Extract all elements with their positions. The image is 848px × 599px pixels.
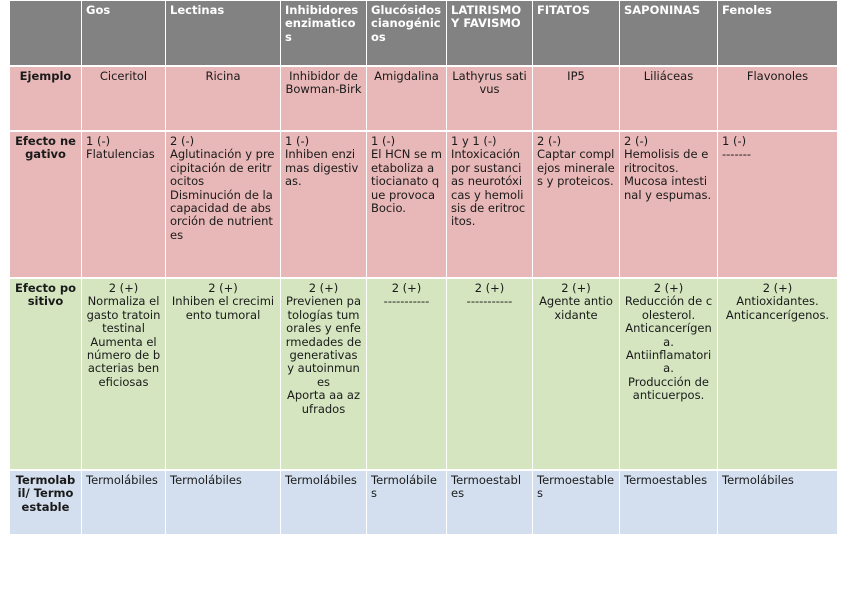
table-cell: 2 (+) Agente antioxidante	[533, 279, 620, 471]
table-cell: Termolábiles	[367, 471, 447, 536]
table-cell: 1 (-) -------	[718, 132, 838, 279]
table-cell: 2 (+) Normaliza el gasto tratointestinal Aumenta el número de bacterias beneficiosas	[82, 279, 166, 471]
row-label-ejemplo: Ejemplo	[10, 67, 82, 132]
header-row	[10, 1, 838, 67]
table-cell: Termolábiles	[281, 471, 367, 536]
header-latirismo: LATIRISMO Y FAVISMO	[447, 1, 533, 67]
table-cell: 1 (-) Inhiben enzimas digestivas.	[281, 132, 367, 279]
table-cell: Ciceritol	[82, 67, 166, 132]
table-cell: Termolábiles	[718, 471, 838, 536]
table-cell: Flavonoles	[718, 67, 838, 132]
table-cell: 1 (-) El HCN se metaboliza a tiocianato que provoca Bocio.	[367, 132, 447, 279]
header-fenoles: Fenoles	[718, 1, 838, 67]
table-cell: Liliáceas	[620, 67, 718, 132]
table-cell: Amigdalina	[367, 67, 447, 132]
table-cell: IP5	[533, 67, 620, 132]
table-cell: 1 y 1 (-) Intoxicación por sustancias neurotóxicas y hemolisis de eritrocitos.	[447, 132, 533, 279]
table-cell: Termoestables	[620, 471, 718, 536]
header-fitatos: FITATOS	[533, 1, 620, 67]
table-row	[10, 132, 838, 279]
header-saponinas: SAPONINAS	[620, 1, 718, 67]
table-row	[10, 279, 838, 471]
table-row	[10, 471, 838, 536]
table-cell: 2 (+) -----------	[367, 279, 447, 471]
table-cell: 2 (-) Hemolisis de eritrocitos. Mucosa intestinal y espumas.	[620, 132, 718, 279]
table-row	[10, 67, 838, 132]
row-label-termolabil: Termolabil/ Termoestable	[10, 471, 82, 536]
table-cell: 2 (-) Aglutinación y precipitación de eritrocitos Disminución de la capacidad de absorción de nutrientes	[166, 132, 281, 279]
header-gos: Gos	[82, 1, 166, 67]
row-label-efecto-negativo: Efecto negativo	[10, 132, 82, 279]
table-cell: 2 (+) -----------	[447, 279, 533, 471]
table-cell: Termolábiles	[166, 471, 281, 536]
table-cell: Termolábiles	[82, 471, 166, 536]
table-cell: 2 (+) Reducción de colesterol. Anticancerígena. Antiinflamatoria. Producción de anticuerpos.	[620, 279, 718, 471]
header-inhibidores: Inhibidores enzimaticos	[281, 1, 367, 67]
header-corner	[10, 1, 82, 67]
table-cell: 2 (+) Inhiben el crecimiento tumoral	[166, 279, 281, 471]
table-cell: 2 (+) Antioxidantes. Anticancerígenos.	[718, 279, 838, 471]
table-cell: 2 (-) Captar complejos minerales y proteicos.	[533, 132, 620, 279]
header-glucosidos: Glucósidos cianogénicos	[367, 1, 447, 67]
table-cell: Termoestables	[533, 471, 620, 536]
table-cell: 2 (+) Previenen patologías tumorales y enfermedades degenerativas y autoinmunes Aporta aa azufrados	[281, 279, 367, 471]
table-cell: Ricina	[166, 67, 281, 132]
table-cell: 1 (-) Flatulencias	[82, 132, 166, 279]
table-cell: Inhibidor de Bowman-Birk	[281, 67, 367, 132]
table-cell: Termoestables	[447, 471, 533, 536]
row-label-efecto-positivo: Efecto positivo	[10, 279, 82, 471]
table-cell: Lathyrus sativus	[447, 67, 533, 132]
comparison-table	[10, 1, 838, 536]
header-lectinas: Lectinas	[166, 1, 281, 67]
